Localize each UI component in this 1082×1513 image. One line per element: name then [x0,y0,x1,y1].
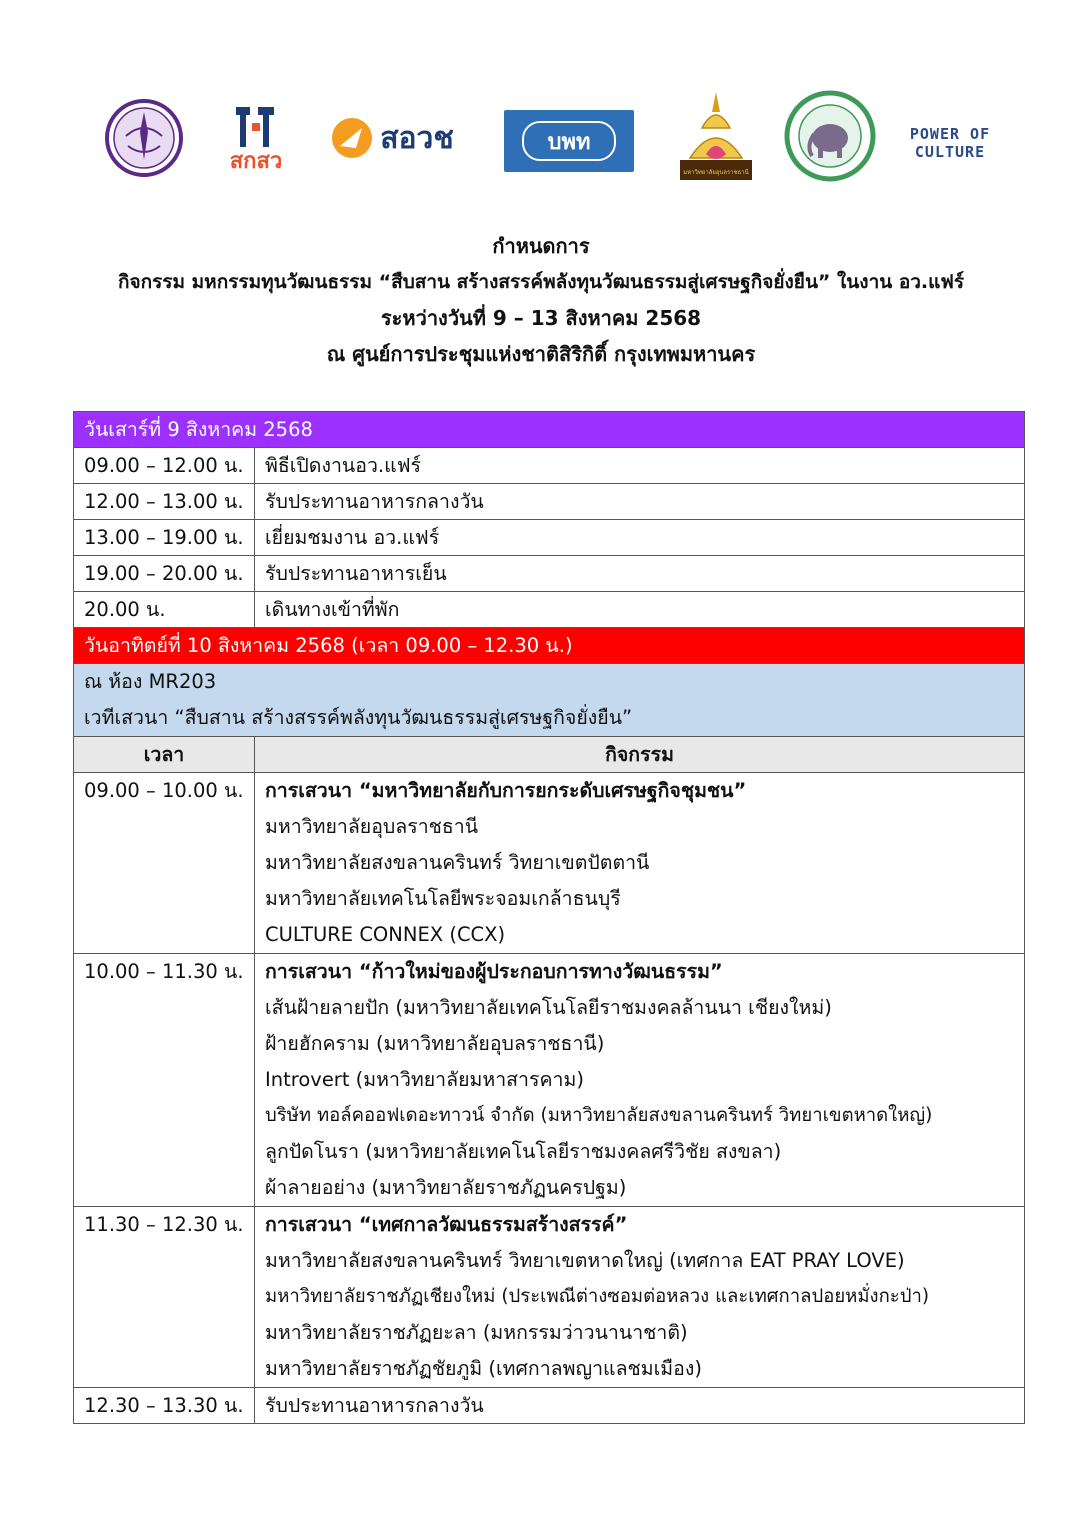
session-title: การเสวนา “มหาวิทยาลัยกับการยกระดับเศรษฐกิจชุมชน” [265,779,747,802]
session-title: การเสวนา “เทศกาลวัฒนธรรมสร้างสรรค์” [265,1213,628,1236]
logo-mhesi [104,98,184,178]
logo-cmru [784,90,876,182]
time-cell: 09.00 – 10.00 น. [74,773,255,954]
time-cell: 10.00 – 11.30 น. [74,954,255,1207]
logo-power-of-culture: POWER OF CULTURE [909,125,991,161]
list-item: มหาวิทยาลัยราชภัฏเชียงใหม่ (ประเพณีต่างซอมต่อหลวง และเทศกาลปอยหมั่งกะป่า) [265,1286,930,1307]
logo-pmuc: สอวช [322,106,462,170]
activity-cell [255,773,1025,954]
activity-cell: รับประทานอาหารกลางวัน [255,484,1025,520]
table-row [74,520,1025,556]
heading-event: กิจกรรม มหกรรมทุนวัฒนธรรม “สืบสาน สร้างสรรค์พลังทุนวัฒนธรรมสู่เศรษฐกิจยั่งยืน” ในงาน อว.แฟร์ [117,271,965,293]
list-item: มหาวิทยาลัยเทคโนโลยีพระจอมเกล้าธนบุรี [265,887,621,910]
document-heading [0,228,1082,372]
session-title: การเสวนา “ก้าวใหม่ของผู้ประกอบการทางวัฒนธรรม” [265,960,723,983]
venue-stage: เวทีเสวนา “สืบสาน สร้างสรรค์พลังทุนวัฒนธรรมสู่เศรษฐกิจยั่งยืน” [84,706,633,729]
logo-pmua: บพท [504,110,634,172]
list-item: CULTURE CONNEX (CCX) [265,923,506,946]
logo-ubu-caption: มหาวิทยาลัยอุบลราชธานี [683,169,749,176]
time-cell: 13.00 – 19.00 น. [74,520,255,556]
time-cell: 12.00 – 13.00 น. [74,484,255,520]
column-header-row [74,737,1025,773]
list-item: มหาวิทยาลัยราชภัฏยะลา (มหกรรมว่าวนานาชาติ) [265,1321,688,1344]
time-cell: 11.30 – 12.30 น. [74,1207,255,1388]
session-row [74,1207,1025,1388]
table-row [74,556,1025,592]
list-item: มหาวิทยาลัยสงขลานครินทร์ วิทยาเขตหาดใหญ่ (เทศกาล EAT PRAY LOVE) [265,1249,905,1272]
time-cell: 12.30 – 13.30 น. [74,1388,255,1424]
activity-cell: เดินทางเข้าที่พัก [255,592,1025,628]
list-item: ผ้าลายอย่าง (มหาวิทยาลัยราชภัฏนครปฐม) [265,1176,627,1199]
list-item: มหาวิทยาลัยราชภัฏชัยภูมิ (เทศกาลพญาแลชมเมือง) [265,1357,702,1380]
venue-room: ณ ห้อง MR203 [84,670,217,693]
time-cell: 20.00 น. [74,592,255,628]
activity-cell [255,954,1025,1207]
list-item: ฝ้ายฮักคราม (มหาวิทยาลัยอุบลราชธานี) [265,1032,605,1055]
activity-cell: รับประทานอาหารเย็น [255,556,1025,592]
logo-row [0,88,1082,198]
activity-cell: รับประทานอาหารกลางวัน [255,1388,1025,1424]
day1-header-row [74,412,1025,448]
schedule-table [73,411,1025,1424]
logo-tsri: สกสว [222,100,290,180]
day2-title: วันอาทิตย์ที่ 10 สิงหาคม 2568 (เวลา 09.00 – 12.30 น.) [74,628,1025,664]
logo-ubu [676,88,756,184]
table-row [74,484,1025,520]
col-time-header: เวลา [74,737,255,773]
venue-row [74,664,1025,737]
heading-venue: ณ ศูนย์การประชุมแห่งชาติสิริกิติ์ กรุงเทพมหานคร [326,342,756,366]
list-item: บริษัท ทอล์คออฟเดอะทาวน์ จำกัด (มหาวิทยาลัยสงขลานครินทร์ วิทยาเขตหาดใหญ่) [265,1105,933,1126]
table-row [74,1388,1025,1424]
activity-cell: เยี่ยมชมงาน อว.แฟร์ [255,520,1025,556]
table-row [74,448,1025,484]
time-cell: 09.00 – 12.00 น. [74,448,255,484]
list-item: มหาวิทยาลัยสงขลานครินทร์ วิทยาเขตปัตตานี [265,851,650,874]
activity-cell [255,1207,1025,1388]
col-activity-header: กิจกรรม [255,737,1025,773]
session-row [74,773,1025,954]
day1-title: วันเสาร์ที่ 9 สิงหาคม 2568 [74,412,1025,448]
table-row [74,592,1025,628]
list-item: ลูกปัดโนรา (มหาวิทยาลัยเทคโนโลยีราชมงคลศรีวิชัย สงขลา) [265,1140,782,1163]
session-row [74,954,1025,1207]
heading-title: กำหนดการ [492,234,590,258]
venue-cell [74,664,1025,737]
activity-cell: พิธีเปิดงานอว.แฟร์ [255,448,1025,484]
heading-dates: ระหว่างวันที่ 9 – 13 สิงหาคม 2568 [380,306,702,330]
time-cell: 19.00 – 20.00 น. [74,556,255,592]
list-item: เส้นฝ้ายลายปัก (มหาวิทยาลัยเทคโนโลยีราชมงคลล้านนา เชียงใหม่) [265,996,832,1019]
day2-header-row [74,628,1025,664]
list-item: Introvert (มหาวิทยาลัยมหาสารคาม) [265,1068,584,1091]
list-item: มหาวิทยาลัยอุบลราชธานี [265,815,479,838]
